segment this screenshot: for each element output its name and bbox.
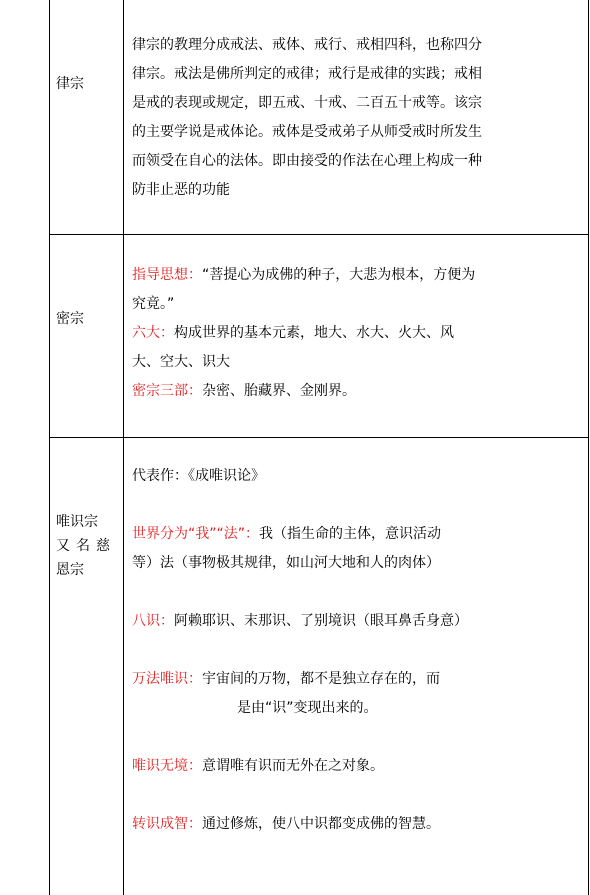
text-line: 究竟。” <box>132 296 175 312</box>
text-line: 等）法（事物极其规律，如山河大地和人的肉体） <box>132 555 440 571</box>
text-line: 防非止恶的功能 <box>132 182 230 198</box>
sect-description <box>132 31 584 205</box>
text-line <box>132 520 584 549</box>
column-divider <box>123 438 124 895</box>
sect-name-line: 恩宗 <box>56 562 84 578</box>
sect-name: 密宗 <box>56 311 84 327</box>
item-label: 转识成智： <box>132 816 202 832</box>
sect-name-line: 又名慈 <box>56 538 116 554</box>
text-line: 大、空大、识大 <box>132 354 230 370</box>
item-text: 杂密、胎藏界、金刚界。 <box>202 383 356 399</box>
column-divider <box>123 0 124 234</box>
sect-name: 律宗 <box>56 76 84 92</box>
text-line: 律宗。戒法是佛所判定的戒律；戒行是戒律的实践；戒相 <box>132 66 482 82</box>
item-label: 指导思想： <box>132 267 202 283</box>
text-line: 是由“识”变现出来的。 <box>237 700 378 716</box>
column-divider <box>123 235 124 437</box>
item-text: 通过修炼，使八中识都变成佛的智慧。 <box>202 816 440 832</box>
item-text: 阿赖耶识、末那识、了别境识（眼耳鼻舌身意） <box>174 613 468 629</box>
text-line: 是戒的表现或规定，即五戒、十戒、二百五十戒等。该宗 <box>132 95 482 111</box>
text-line: 而领受在自心的法体。即由接受的作法在心理上构成一种 <box>132 153 482 169</box>
item-label: 八识： <box>132 613 174 629</box>
intro-line: 代表作：《成唯识论》 <box>132 468 265 484</box>
item-label: 六大： <box>132 325 174 341</box>
table-row-lvzong <box>50 0 588 234</box>
item-text: 宇宙间的万物，都不是独立存在的，而 <box>202 671 440 687</box>
item-label: 世界分为“我”“法”： <box>132 526 260 542</box>
table-row-mizong <box>50 234 588 437</box>
sect-name-line: 唯识宗 <box>56 514 98 530</box>
item-text: 构成世界的基本元素，地大、水大、火大、风 <box>174 325 454 341</box>
table-row-weishizong <box>50 437 588 895</box>
sect-table <box>49 0 589 895</box>
item-label: 密宗三部： <box>132 383 202 399</box>
text-line <box>132 810 584 839</box>
item-text: 我（指生命的主体，意识活动 <box>259 526 442 542</box>
text-line <box>132 319 584 348</box>
text-line <box>132 377 584 406</box>
item-label: 万法唯识： <box>132 671 202 687</box>
text-line: 的主要学说是戒体论。戒体是受戒弟子从师受戒时所发生 <box>132 124 482 140</box>
text-line <box>132 261 584 290</box>
sect-name <box>56 510 120 582</box>
sect-description <box>132 462 584 839</box>
item-text: 意谓唯有识而无外在之对象。 <box>202 758 384 774</box>
text-line <box>132 752 584 781</box>
item-label: 唯识无境： <box>132 758 202 774</box>
item-text: “菩提心为成佛的种子，大悲为根本，方便为 <box>202 267 476 283</box>
sect-description <box>132 261 584 406</box>
text-line: 律宗的教理分成戒法、戒体、戒行、戒相四科，也称四分 <box>132 37 482 53</box>
text-line <box>132 665 584 694</box>
text-line <box>132 607 584 636</box>
